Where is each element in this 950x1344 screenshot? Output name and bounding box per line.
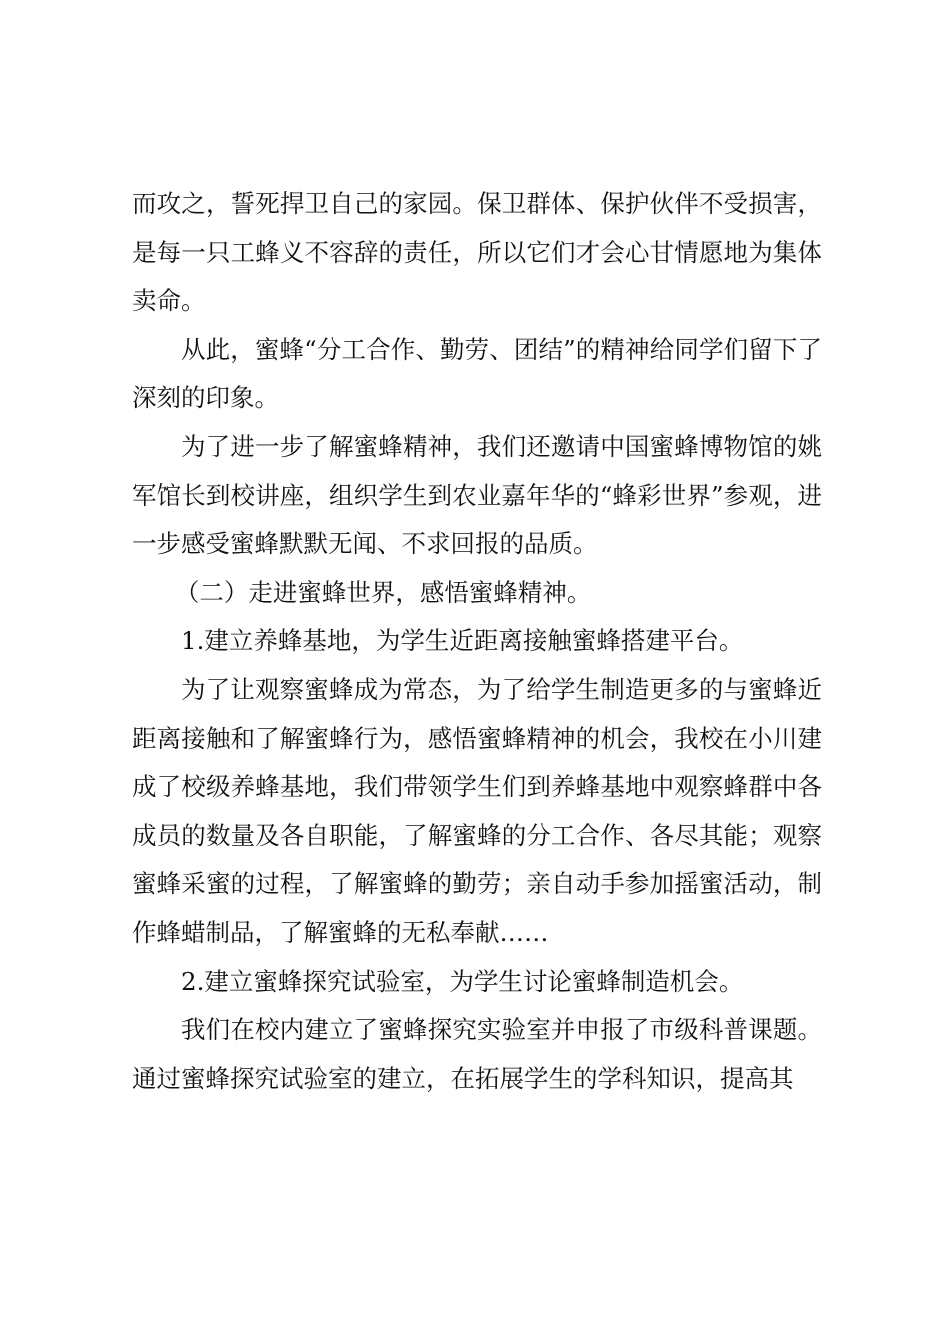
paragraph-bee-base: 为了让观察蜜蜂成为常态，为了给学生制造更多的与蜜蜂近距离接触和了解蜜蜂行为，感悟蜜蜂精神的机会，我校在小川建成了校级养蜂基地，我们带领学生们到养蜂基地中观察蜂群中各成员的数量及各自职能，了解蜜蜂的分工合作、各尽其能；观察蜜蜂采蜜的过程，了解蜜蜂的勤劳；亲自动手参加摇蜜活动，制作蜂蜡制品，了解蜜蜂的无私奉献…… <box>132 674 822 947</box>
paragraph-museum-visit: 为了进一步了解蜜蜂精神，我们还邀请中国蜜蜂博物馆的姚军馆长到校讲座，组织学生到农业嘉年华的“蜂彩世界”参观，进一步感受蜜蜂默默无闻、不求回报的品质。 <box>132 431 822 559</box>
paragraph-impression: 从此，蜜蜂“分工合作、勤劳、团结”的精神给同学们留下了深刻的印象。 <box>132 334 822 413</box>
paragraph-continuation: 而攻之，誓死捍卫自己的家园。保卫群体、保护伙伴不受损害，是每一只工蜂义不容辞的责任，所以它们才会心甘情愿地为集体卖命。 <box>132 189 822 316</box>
paragraph-bee-lab: 我们在校内建立了蜜蜂探究实验室并申报了市级科普课题。通过蜜蜂探究试验室的建立，在拓展学生的学科知识，提高其 <box>132 1015 822 1093</box>
section-heading: （二）走进蜜蜂世界，感悟蜜蜂精神。 <box>174 577 592 607</box>
subheading-bee-lab: 2.建立蜜蜂探究试验室，为学生讨论蜜蜂制造机会。 <box>181 966 744 996</box>
subheading-bee-base: 1.建立养蜂基地，为学生近距离接触蜜蜂搭建平台。 <box>181 626 744 656</box>
document-body <box>132 180 822 1103</box>
